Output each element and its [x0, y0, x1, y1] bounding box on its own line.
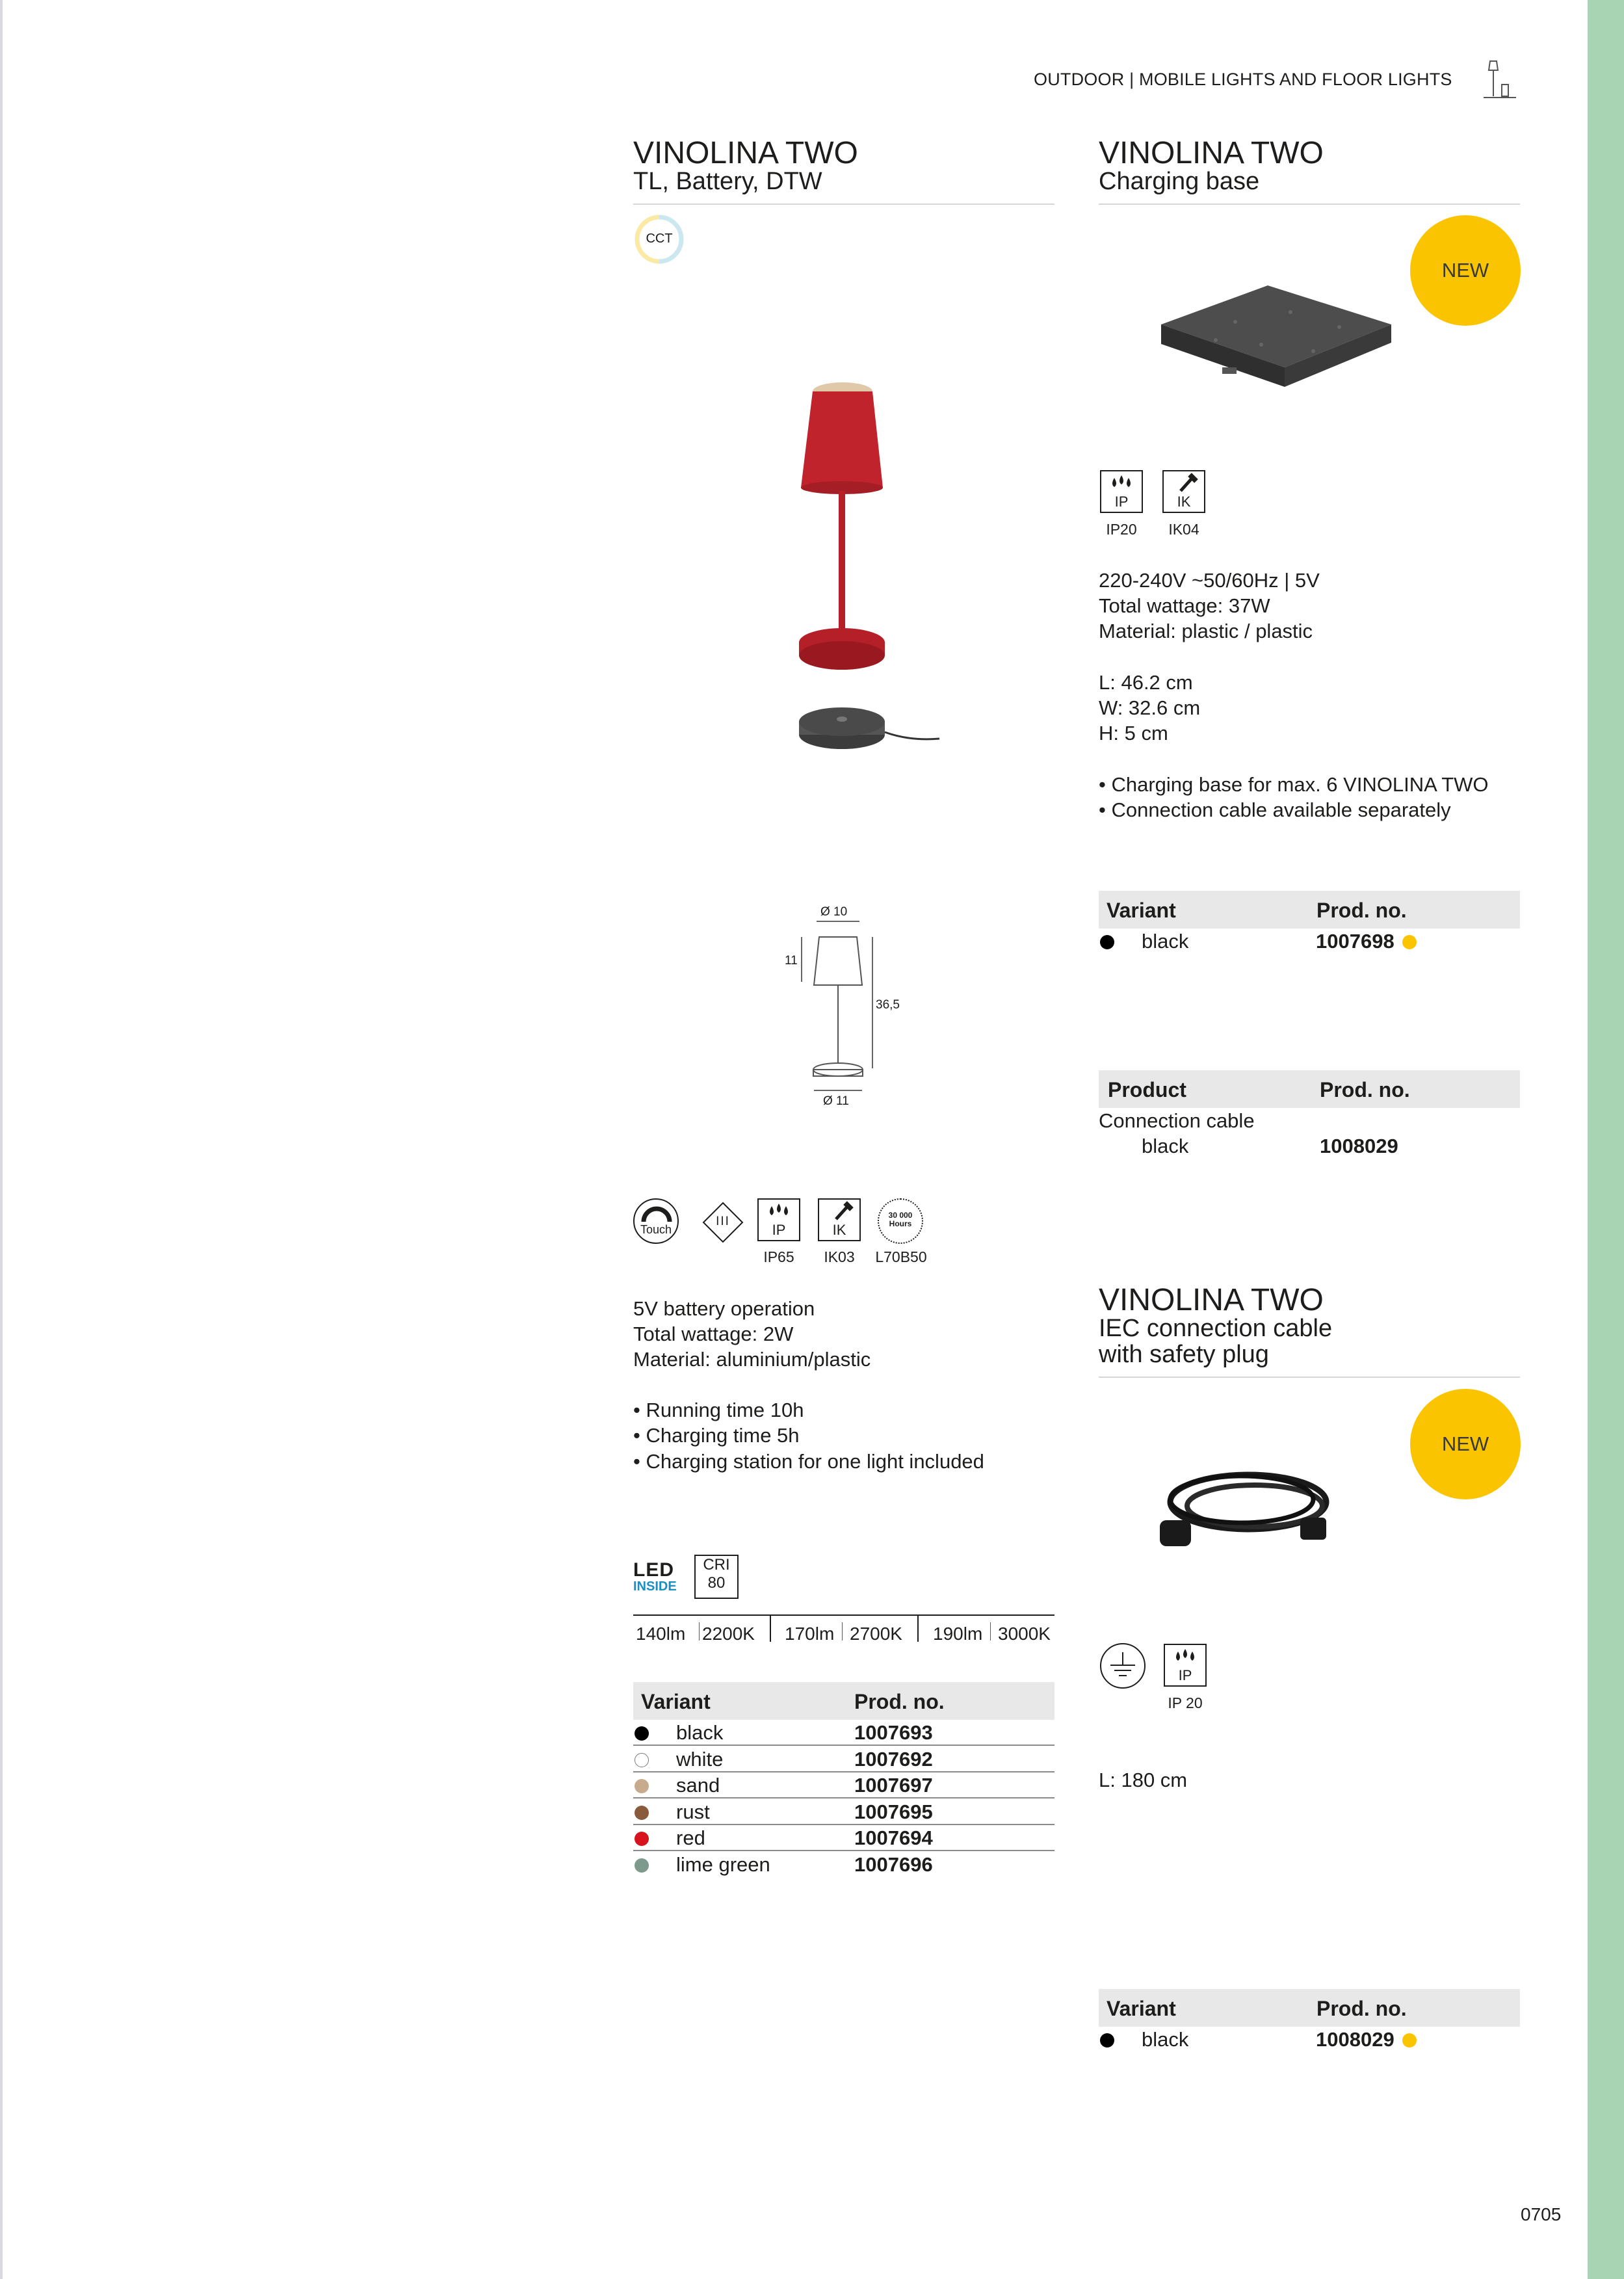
color-swatch: [635, 1832, 649, 1846]
variant-name: black: [1142, 930, 1189, 953]
product-number: 1007692: [854, 1747, 933, 1771]
charging-base-bullet-1: • Charging base for max. 6 VINOLINA TWO: [1099, 773, 1489, 796]
left-specs: 5V battery operation Total wattage: 2W Material: aluminium/plastic: [633, 1297, 871, 1371]
left-table-head-prod: Prod. no.: [854, 1690, 945, 1713]
dim-shade-height: 11: [785, 954, 798, 968]
table-row: [633, 1746, 1054, 1772]
product-number: 1008029: [1316, 2028, 1417, 2051]
cable-dims: L: 180 cm: [1099, 1769, 1188, 1791]
accessory-product: Connection cable: [1099, 1109, 1255, 1132]
charging-base-title: VINOLINA TWO: [1099, 136, 1324, 170]
led-inside-logo: [633, 1559, 681, 1597]
earth-icon: [1100, 1643, 1146, 1689]
ip-icon-label: IP: [772, 1222, 786, 1238]
touch-icon: [633, 1198, 679, 1244]
cable-subtitle-1: IEC connection cable: [1099, 1315, 1333, 1342]
lumen-3-k: 3000K: [998, 1624, 1051, 1644]
lumen-2-lm: 170lm: [785, 1624, 835, 1644]
dim-bottom-diameter: Ø 11: [823, 1094, 849, 1108]
cable-head-prod: Prod. no.: [1316, 1997, 1407, 2020]
left-table-head-variant: Variant: [641, 1690, 711, 1713]
charging-base-title-rule: [1099, 204, 1520, 205]
left-bullet-2: • Charging time 5h: [633, 1424, 800, 1447]
lamp-product-image: [780, 371, 975, 774]
left-bullet-3: • Charging station for one light included: [633, 1450, 984, 1473]
color-swatch: [1100, 935, 1114, 949]
charging-base-ik-icon: [1162, 470, 1205, 513]
color-swatch: [635, 1806, 649, 1820]
left-subtitle: TL, Battery, DTW: [633, 168, 822, 195]
cri-label: CRI: [703, 1556, 730, 1574]
table-row: [633, 1825, 1054, 1851]
charging-base-ip-label: IP: [1114, 494, 1129, 510]
product-number: 1007697: [854, 1774, 933, 1797]
variant-name: white: [676, 1747, 724, 1771]
charging-base-specs: 220-240V ~50/60Hz | 5V Total wattage: 37W Material: plastic / plastic: [1099, 569, 1320, 642]
cable-ip-caption: IP 20: [1168, 1694, 1203, 1711]
charging-base-head-variant: Variant: [1107, 899, 1176, 922]
variant-name: red: [676, 1826, 705, 1849]
accessory-variant: black: [1142, 1135, 1189, 1157]
new-dot-icon: [1402, 2033, 1417, 2048]
table-row: [1099, 929, 1520, 955]
page-number: 0705: [1521, 2204, 1562, 2224]
accessory-head-product: Product: [1108, 1078, 1186, 1101]
product-number: 1007695: [854, 1800, 933, 1823]
charging-base-head-prod: Prod. no.: [1316, 899, 1407, 922]
table-row: [633, 1799, 1054, 1825]
cri-badge: [694, 1555, 739, 1599]
color-swatch: [635, 1858, 649, 1873]
chapter-color-bar: [1588, 0, 1624, 2279]
accessory-table-header: [1099, 1070, 1520, 1108]
charging-base-table-header: [1099, 891, 1520, 929]
cable-subtitle-2: with safety plug: [1099, 1341, 1269, 1368]
variant-name: black: [676, 1721, 724, 1744]
charging-base-bullet-2: • Connection cable available separately: [1099, 798, 1451, 821]
variant-name: black: [1142, 2028, 1189, 2051]
ik-icon: [818, 1198, 861, 1241]
ik-icon-label: IK: [832, 1222, 846, 1238]
charging-base-ik-label: IK: [1177, 494, 1191, 510]
table-row: [633, 1852, 1054, 1878]
cable-image: [1151, 1450, 1346, 1567]
charging-base-ik-caption: IK04: [1168, 521, 1199, 538]
table-row: [633, 1720, 1054, 1746]
color-swatch: [635, 1726, 649, 1741]
color-swatch: [635, 1753, 649, 1767]
table-row: [1099, 2027, 1520, 2053]
new-dot-icon: [1402, 935, 1417, 949]
touch-icon-label: Touch: [640, 1223, 672, 1236]
class-iii-label: III: [716, 1215, 730, 1228]
hours-icon-label: 30 000 Hours: [888, 1211, 913, 1228]
charging-base-ip-icon: [1100, 470, 1143, 513]
class-iii-icon: [702, 1202, 744, 1243]
variant-name: rust: [676, 1800, 710, 1823]
left-page-edge: [0, 0, 3, 2279]
left-bullet-1: • Running time 10h: [633, 1399, 804, 1421]
variant-name: lime green: [676, 1852, 770, 1876]
charging-base-dims: L: 46.2 cm W: 32.6 cm H: 5 cm: [1099, 671, 1201, 744]
cable-title-rule: [1099, 1377, 1520, 1378]
cct-label: CCT: [646, 231, 673, 246]
lumen-2-k: 2700K: [850, 1624, 902, 1644]
cct-icon: [633, 213, 685, 265]
accessory-head-prod: Prod. no.: [1320, 1078, 1410, 1101]
lumen-3-lm: 190lm: [933, 1624, 983, 1644]
product-number: 1007698: [1316, 930, 1417, 953]
cable-head-variant: Variant: [1107, 1997, 1176, 2020]
floor-lamp-icon: [1482, 60, 1519, 100]
accessory-prod-number: 1008029: [1320, 1135, 1398, 1157]
ip-icon: [757, 1198, 800, 1241]
left-title: VINOLINA TWO: [633, 136, 858, 170]
ip-caption: IP65: [763, 1248, 794, 1265]
charging-base-subtitle: Charging base: [1099, 168, 1260, 195]
color-swatch: [635, 1779, 649, 1793]
lumen-1-lm: 140lm: [636, 1624, 686, 1644]
dim-top-diameter: Ø 10: [820, 905, 848, 919]
new-badge: NEW: [1410, 215, 1521, 326]
inside-label: INSIDE: [633, 1579, 677, 1594]
cable-ip-label: IP: [1178, 1667, 1192, 1683]
color-swatch: [1100, 2033, 1114, 2048]
cable-table-header: [1099, 1989, 1520, 2027]
product-number: 1007696: [854, 1852, 933, 1876]
ik-caption: IK03: [824, 1248, 855, 1265]
cable-ip-icon: [1164, 1644, 1207, 1687]
hours-caption: L70B50: [875, 1248, 927, 1265]
lumen-1-k: 2200K: [702, 1624, 755, 1644]
section-title: OUTDOOR | MOBILE LIGHTS AND FLOOR LIGHTS: [1034, 70, 1452, 89]
product-number: 1007694: [854, 1826, 933, 1849]
left-title-rule: [633, 204, 1054, 205]
lumen-row: [633, 1614, 1054, 1642]
new-badge: NEW: [1410, 1389, 1521, 1499]
left-table-header: [633, 1682, 1054, 1720]
led-label: LED: [633, 1559, 674, 1581]
cri-value: 80: [707, 1574, 726, 1592]
product-number: 1007693: [854, 1721, 933, 1744]
hours-icon: [878, 1198, 923, 1244]
variant-name: sand: [676, 1774, 720, 1797]
dim-total-height: 36,5: [876, 998, 900, 1012]
charging-base-ip-caption: IP20: [1106, 521, 1137, 538]
cable-title: VINOLINA TWO: [1099, 1283, 1324, 1317]
table-row: [633, 1772, 1054, 1798]
charging-base-image: [1157, 276, 1393, 393]
